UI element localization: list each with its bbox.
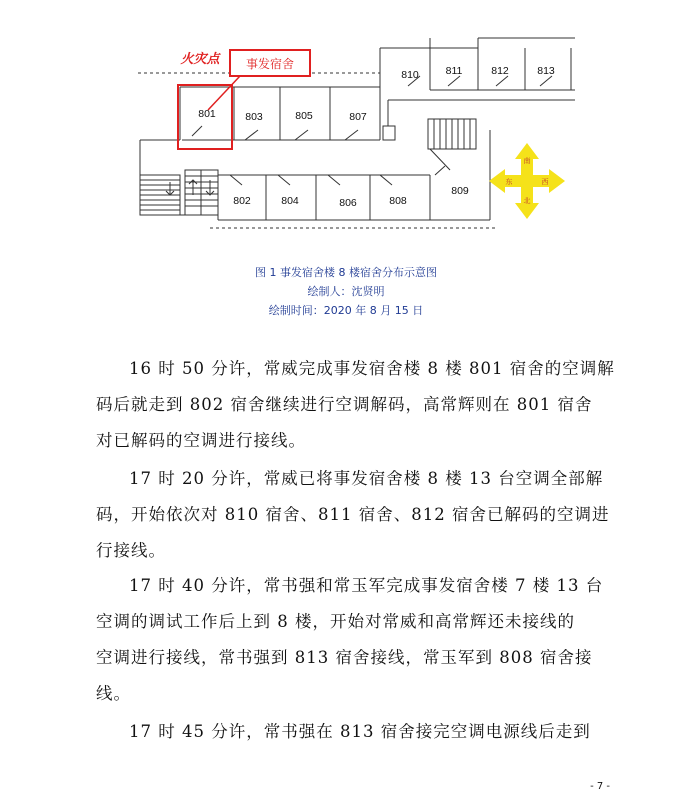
room-812-label: 812 bbox=[491, 65, 509, 77]
figure-date: 绘制时间：2020 年 8 月 15 日 bbox=[268, 304, 424, 317]
page-number: - 7 - bbox=[590, 781, 610, 792]
room-804-label: 804 bbox=[281, 195, 299, 207]
paragraph-3 bbox=[96, 568, 604, 712]
room-809-label: 809 bbox=[451, 185, 469, 197]
paragraph-line: 线。 bbox=[96, 684, 131, 703]
room-810-label: 810 bbox=[401, 69, 419, 81]
floor-plan-figure bbox=[130, 30, 555, 242]
room-807-label: 807 bbox=[349, 111, 367, 123]
paragraph-2 bbox=[96, 461, 610, 569]
paragraph-line: 17 时 20 分许，常威已将事发宿舍楼 8 楼 13 台空调全部解 bbox=[129, 469, 604, 488]
paragraph-line: 码后就走到 802 宿舍继续进行空调解码，高常辉则在 801 宿舍 bbox=[96, 395, 593, 414]
paragraph-1 bbox=[96, 351, 615, 459]
figure-caption: 图 1 事发宿舍楼 8 楼宿舍分布示意图 bbox=[255, 266, 437, 279]
paragraph-line: 17 时 45 分许，常书强在 813 宿舍接完空调电源线后走到 bbox=[129, 722, 591, 741]
paragraph-line: 17 时 40 分许，常书强和常玉军完成事发宿舍楼 7 楼 13 台 bbox=[129, 576, 604, 595]
compass-south: 北 bbox=[523, 198, 531, 205]
paragraph-line: 行接线。 bbox=[96, 541, 166, 560]
compass-east: 东 bbox=[505, 179, 513, 186]
callout-label: 事发宿舍 bbox=[245, 57, 295, 71]
room-813-label: 813 bbox=[537, 65, 555, 77]
room-811-label: 811 bbox=[445, 65, 463, 77]
room-802-label: 802 bbox=[233, 195, 251, 207]
paragraph-4 bbox=[96, 714, 604, 750]
paragraph-line: 空调进行接线，常书强到 813 宿舍接线，常玉军到 808 宿舍接 bbox=[96, 648, 593, 667]
room-801-label: 801 bbox=[198, 108, 216, 120]
paragraph-line: 16 时 50 分许，常威完成事发宿舍楼 8 楼 801 宿舍的空调解 bbox=[129, 359, 615, 378]
compass-north: 南 bbox=[523, 158, 531, 165]
paragraph-line: 码，开始依次对 810 宿舍、811 宿舍、812 宿舍已解码的空调进 bbox=[96, 505, 610, 524]
figure-author: 绘制人：沈贤明 bbox=[307, 285, 385, 298]
room-806-label: 806 bbox=[339, 197, 357, 209]
room-805-label: 805 bbox=[295, 110, 313, 122]
paragraph-line: 对已解码的空调进行接线。 bbox=[96, 431, 306, 450]
room-808-label: 808 bbox=[389, 195, 407, 207]
compass-icon bbox=[489, 143, 565, 219]
room-803-label: 803 bbox=[245, 111, 263, 123]
paragraph-line: 空调的调试工作后上到 8 楼，开始对常威和高常辉还未接线的 bbox=[96, 612, 575, 631]
compass-west: 西 bbox=[541, 179, 549, 186]
fire-point-stamp: 火灾点 bbox=[180, 51, 220, 66]
